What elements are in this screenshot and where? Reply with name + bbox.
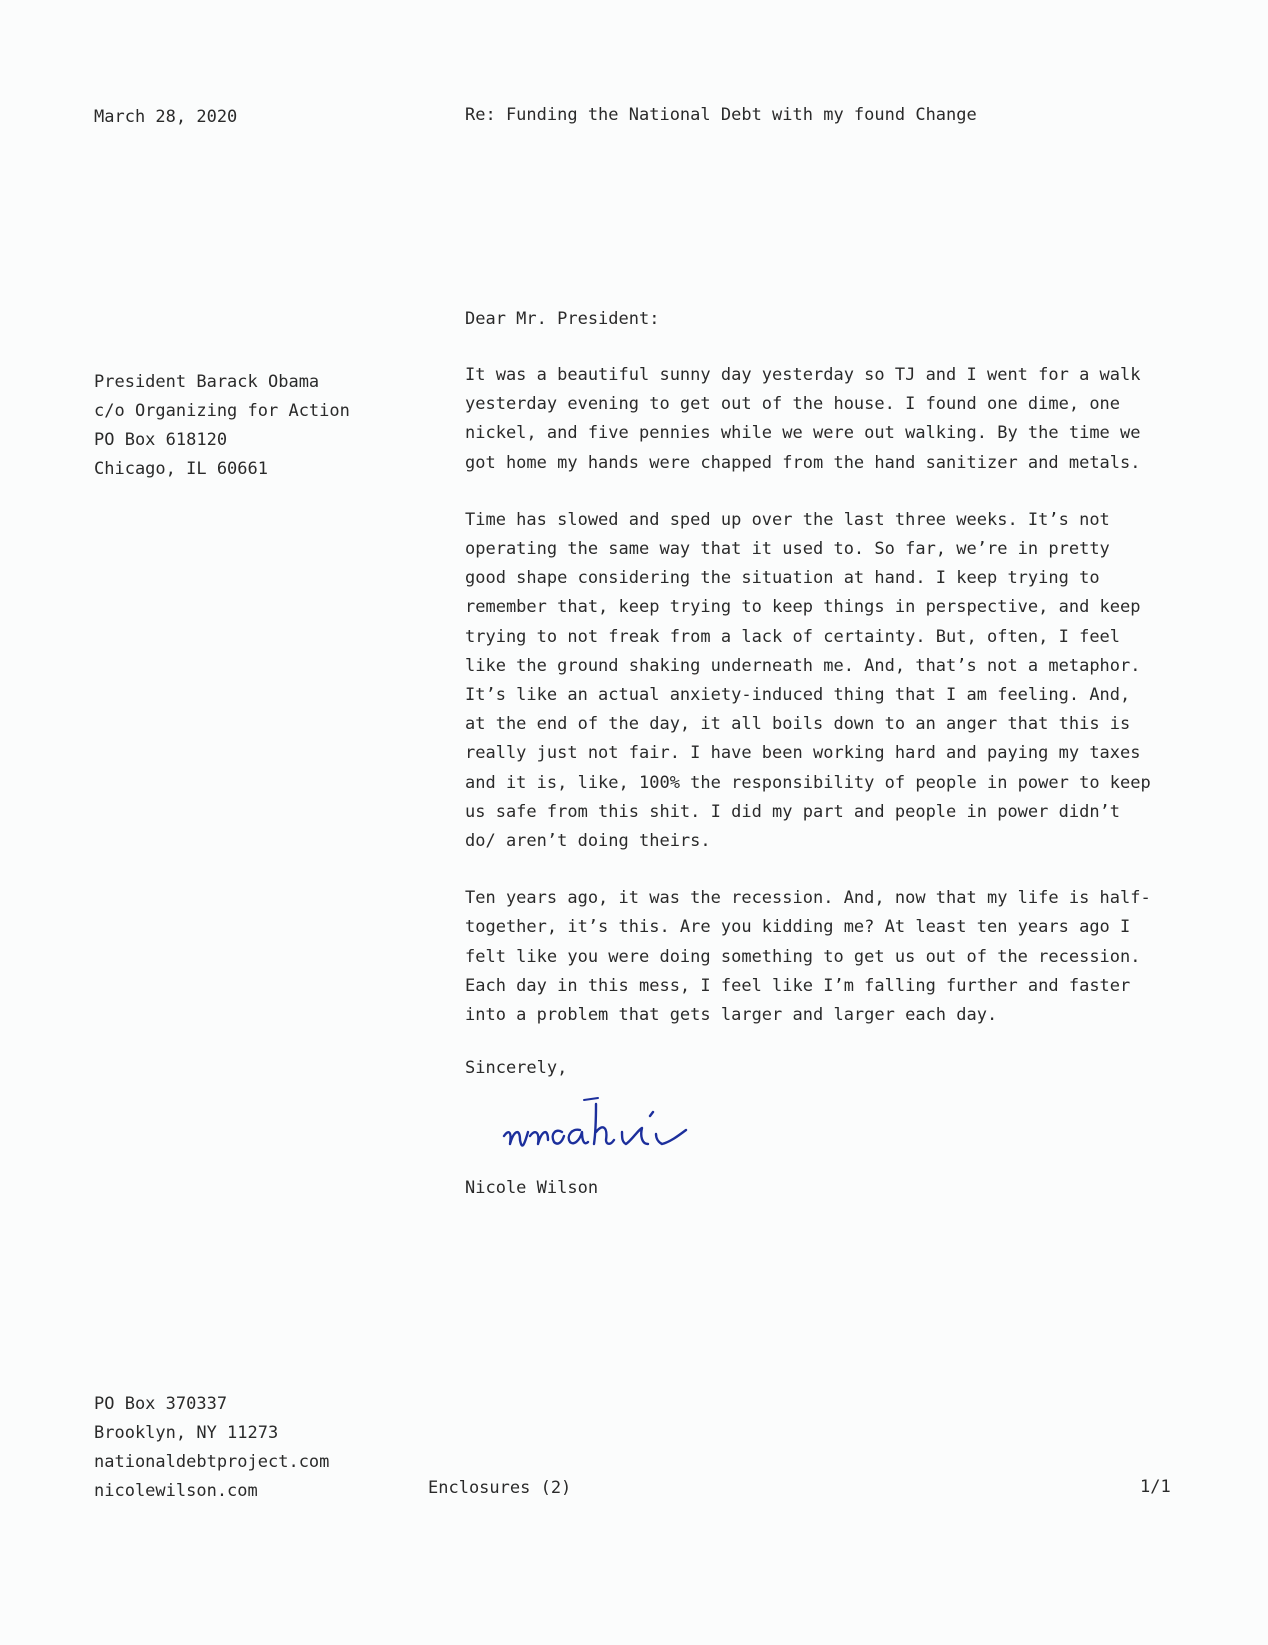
text-line: like the ground shaking underneath me. And, that’s not a metaphor. [465, 655, 1141, 676]
text-line: remember that, keep trying to keep things in perspective, and keep [465, 597, 1141, 618]
signature-dash [584, 1098, 598, 1100]
page-number: 1/1 [1140, 1477, 1171, 1497]
sender-line: nationaldebtproject.com [94, 1452, 330, 1472]
handwritten-signature [500, 1084, 740, 1164]
paragraph [465, 361, 1185, 478]
paragraph [465, 884, 1185, 1030]
sender-line: PO Box 370337 [94, 1394, 228, 1414]
text-line: It’s like an actual anxiety-induced thing that I am feeling. And, [465, 685, 1131, 706]
text-line: us safe from this shit. I did my part and people in power didn’t [465, 801, 1121, 822]
text-line: trying to not freak from a lack of certainty. But, often, I feel [465, 626, 1121, 647]
text-line: do/ aren’t doing theirs. [465, 831, 711, 852]
signature-stroke [504, 1104, 686, 1146]
text-line: nickel, and five pennies while we were out walking. By the time we [465, 423, 1141, 444]
subject-line: Re: Funding the National Debt with my found Change [465, 105, 977, 125]
sender-line: nicolewilson.com [94, 1481, 258, 1501]
text-line: operating the same way that it used to. So far, we’re in pretty [465, 539, 1110, 560]
enclosures-note: Enclosures (2) [428, 1478, 572, 1498]
text-line: and it is, like, 100% the responsibility of people in power to keep [465, 772, 1151, 793]
text-line: It was a beautiful sunny day yesterday so TJ and I went for a walk [465, 365, 1141, 385]
signer-name: Nicole Wilson [465, 1178, 599, 1199]
sender-line: Brooklyn, NY 11273 [94, 1423, 279, 1443]
closing: Sincerely, [465, 1058, 568, 1079]
recipient-line: c/o Organizing for Action [94, 401, 350, 421]
text-line: yesterday evening to get out of the house. I found one dime, one [465, 394, 1121, 415]
letter-date: March 28, 2020 [94, 107, 238, 127]
letter-body [465, 309, 1185, 1198]
text-line: got home my hands were chapped from the hand sanitizer and metals. [465, 452, 1141, 473]
recipient-address [94, 368, 350, 484]
text-line: together, it’s this. Are you kidding me? At least ten years ago I [465, 917, 1131, 938]
recipient-line: PO Box 618120 [94, 430, 228, 450]
sender-address [94, 1390, 329, 1506]
text-line: Time has slowed and sped up over the last three weeks. It’s not [465, 509, 1110, 530]
recipient-line: Chicago, IL 60661 [94, 459, 268, 479]
text-line: into a problem that gets larger and larger each day. [465, 1005, 998, 1026]
text-line: good shape considering the situation at hand. I keep trying to [465, 568, 1100, 589]
text-line: Each day in this mess, I feel like I’m falling further and faster [465, 975, 1131, 996]
paragraph [465, 506, 1185, 856]
text-line: Ten years ago, it was the recession. And, now that my life is half- [465, 888, 1151, 909]
text-line: really just not fair. I have been working hard and paying my taxes [465, 743, 1141, 764]
salutation: Dear Mr. President: [465, 309, 660, 329]
text-line: felt like you were doing something to get us out of the recession. [465, 946, 1141, 967]
recipient-line: President Barack Obama [94, 372, 320, 392]
text-line: at the end of the day, it all boils down to an anger that this is [465, 714, 1131, 735]
